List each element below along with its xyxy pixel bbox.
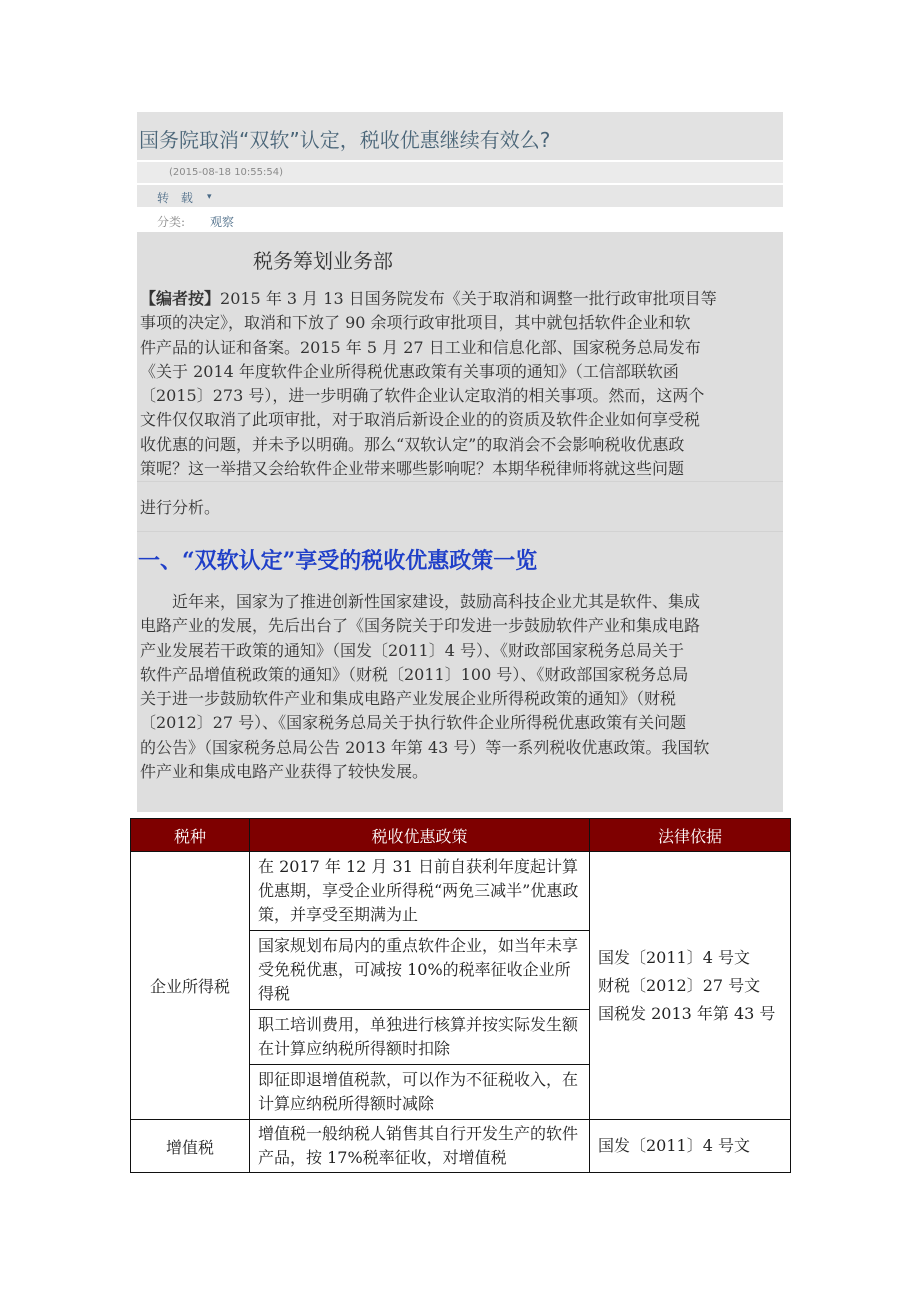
editor-note-line: 《关于 2014 年度软件企业所得税优惠政策有关事项的通知》（工信部联软函: [140, 361, 679, 381]
section1-line: 软件产品增值税政策的通知》（财税〔2011〕100 号）、《财政部国家税务总局: [140, 664, 689, 684]
editor-note-line: 【编者按】2015 年 3 月 13 日国务院发布《关于取消和调整一批行政审批项目等: [140, 289, 717, 308]
editor-note-line: 收优惠的问题，并未予以明确。那么“双软认定”的取消会不会影响税收优惠政: [140, 434, 685, 454]
department-heading: 税务筹划业务部: [253, 249, 393, 273]
date-bar: [137, 162, 783, 183]
repost-bar[interactable]: [137, 185, 783, 207]
column-header: 税种: [131, 819, 250, 852]
legal-basis-line: 国发〔2011〕4 号文: [598, 947, 750, 967]
divider: [137, 481, 783, 482]
article-title-bar: [137, 112, 783, 160]
policy-cell: 在 2017 年 12 月 31 日前自获利年度起计算优惠期，享受企业所得税“两免三减半”优惠政策，并享受至期满为止: [250, 852, 590, 931]
section1-line: 〔2012〕27 号）、《国家税务总局关于执行软件企业所得税优惠政策有关问题: [140, 713, 687, 733]
category-link[interactable]: 观察: [210, 215, 235, 229]
policy-cell: 即征即退增值税款，可以作为不征税收入，在计算应纳税所得额时减除: [250, 1065, 590, 1120]
legal-basis-cell: [590, 852, 791, 1120]
category-row: [137, 209, 783, 231]
column-header: 税收优惠政策: [250, 819, 590, 852]
editor-note-line: 件产品的认证和备案。2015 年 5 月 27 日工业和信息化部、国家税务总局发布: [140, 337, 701, 357]
legal-basis-line: 财税〔2012〕27 号文: [598, 975, 761, 995]
table-row: [131, 1120, 791, 1173]
publish-date: (2015-08-18 10:55:54): [169, 167, 284, 178]
section1-line: 关于进一步鼓励软件产业和集成电路产业发展企业所得税政策的通知》（财税: [140, 689, 677, 709]
section1-paragraph: [140, 590, 782, 784]
divider: [137, 531, 783, 532]
policy-cell: 国家规划布局内的重点软件企业，如当年未享受免税优惠，可减按 10%的税率征收企业所得税: [250, 931, 590, 1010]
article-title: 国务院取消“双软”认定，税收优惠继续有效么?: [139, 128, 551, 152]
legal-basis-cell: 国发〔2011〕4 号文: [590, 1120, 791, 1173]
table-header-row: [131, 819, 791, 852]
section1-line: 产业发展若干政策的通知》（国发〔2011〕4 号）、《财政部国家税务总局关于: [140, 640, 684, 660]
policy-cell: 增值税一般纳税人销售其自行开发生产的软件产品，按 17%税率征收，对增值税: [250, 1120, 590, 1173]
column-header: 法律依据: [590, 819, 791, 852]
tax-incentive-table: [130, 818, 791, 1173]
section-heading: 一、“双软认定”享受的税收优惠政策一览: [138, 548, 538, 574]
editor-note-line: 策呢？这一举措又会给软件企业带来哪些影响呢？本期华税律师将就这些问题: [140, 459, 685, 479]
category-label: 分类:: [157, 215, 186, 229]
table-row: [131, 852, 791, 931]
editor-note-line: 〔2015〕273 号），进一步明确了软件企业认定取消的相关事项。然而，这两个: [140, 386, 705, 406]
editor-note-line: 事项的决定》，取消和下放了 90 余项行政审批项目，其中就包括软件企业和软: [140, 313, 691, 333]
chevron-down-icon[interactable]: ▾: [207, 192, 212, 202]
section1-line: 电路产业的发展，先后出台了《国务院关于印发进一步鼓励软件产业和集成电路: [140, 616, 701, 636]
legal-basis-line: 国税发 2013 年第 43 号: [598, 1003, 776, 1023]
policy-cell: 职工培训费用，单独进行核算并按实际发生额在计算应纳税所得额时扣除: [250, 1010, 590, 1065]
repost-label[interactable]: 转 载: [157, 191, 197, 205]
section1-line: 件产业和集成电路产业获得了较快发展。: [140, 762, 429, 782]
editor-note: [140, 287, 782, 481]
tax-type-cell: 企业所得税: [131, 852, 250, 1120]
editor-note-line: 文件仅仅取消了此项审批，对于取消后新设企业的的资质及软件企业如何享受税: [140, 410, 701, 430]
editor-note-label: 【编者按】: [140, 289, 221, 308]
section1-line: 的公告》（国家税务总局公告 2013 年第 43 号）等一系列税收优惠政策。我国软: [140, 737, 710, 757]
tax-type-cell: 增值税: [131, 1120, 250, 1173]
editor-note-last-line: 进行分析。: [140, 498, 221, 517]
section1-line: 近年来，国家为了推进创新性国家建设，鼓励高科技企业尤其是软件、集成: [172, 592, 701, 611]
